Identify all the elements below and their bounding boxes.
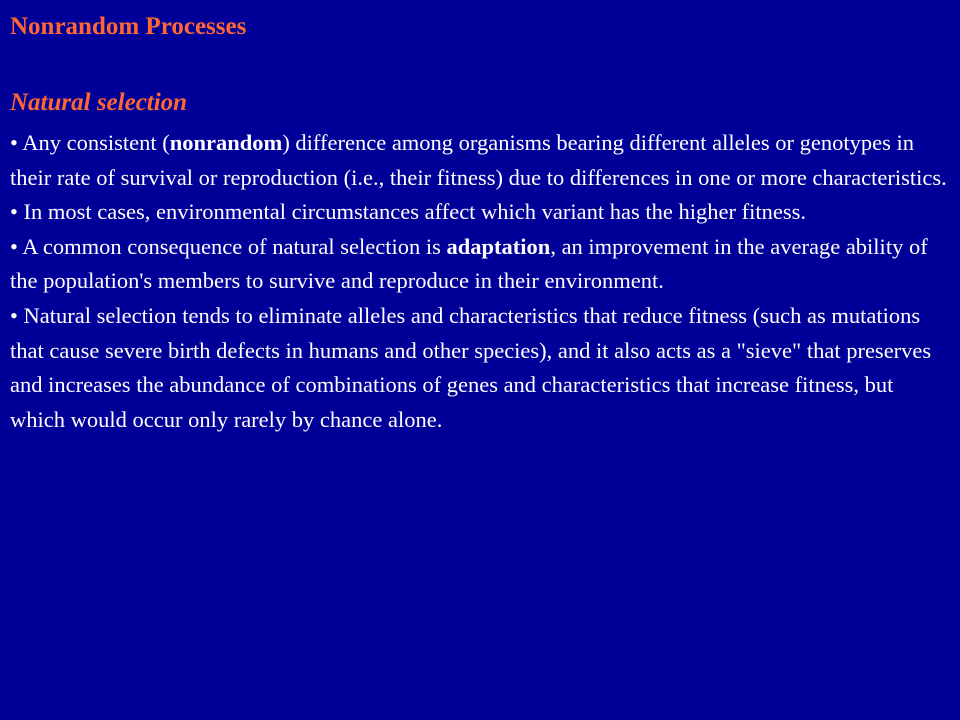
bullet-text: A common consequence of natural selection is [17, 233, 447, 259]
bullet-marker: • [10, 199, 18, 225]
bullet-emphasis: nonrandom [169, 130, 283, 155]
bullet-item [10, 126, 950, 195]
bullet-marker: • [10, 233, 18, 259]
slide-title: Nonrandom Processes [10, 13, 247, 40]
bullet-text: Natural selection tends to eliminate alleles and characteristics that reduce fitness (such as mutations that cause severe birth defects in humans and other species), and it also acts as a "sieve" that preserves and increases the abundance of combinations of genes and characteristics that increase fitness, but which would occur only rarely by chance alone. [10, 302, 932, 432]
bullet-text: Any consistent ( [17, 130, 170, 155]
bullet-text: In most cases, environmental circumstances affect which variant has the higher fitness. [17, 199, 806, 225]
bullet-item [10, 195, 950, 230]
bullet-marker: • [10, 302, 18, 328]
bullet-text: ) difference among organisms bearing different alleles or genotypes in their rate of survival or reproduction (i.e., their fitness) due to differences in one or more characteristics. [10, 130, 947, 190]
bullet-emphasis: adaptation [446, 233, 551, 259]
bullet-text: , an improvement in the average ability of the population's members to survive and reproduce in their environment. [10, 233, 928, 294]
bullet-marker: • [10, 130, 18, 155]
bullet-item [10, 299, 950, 437]
bullet-item [10, 230, 950, 299]
slide-subtitle: Natural selection [10, 89, 188, 116]
bullet-list [10, 126, 950, 437]
